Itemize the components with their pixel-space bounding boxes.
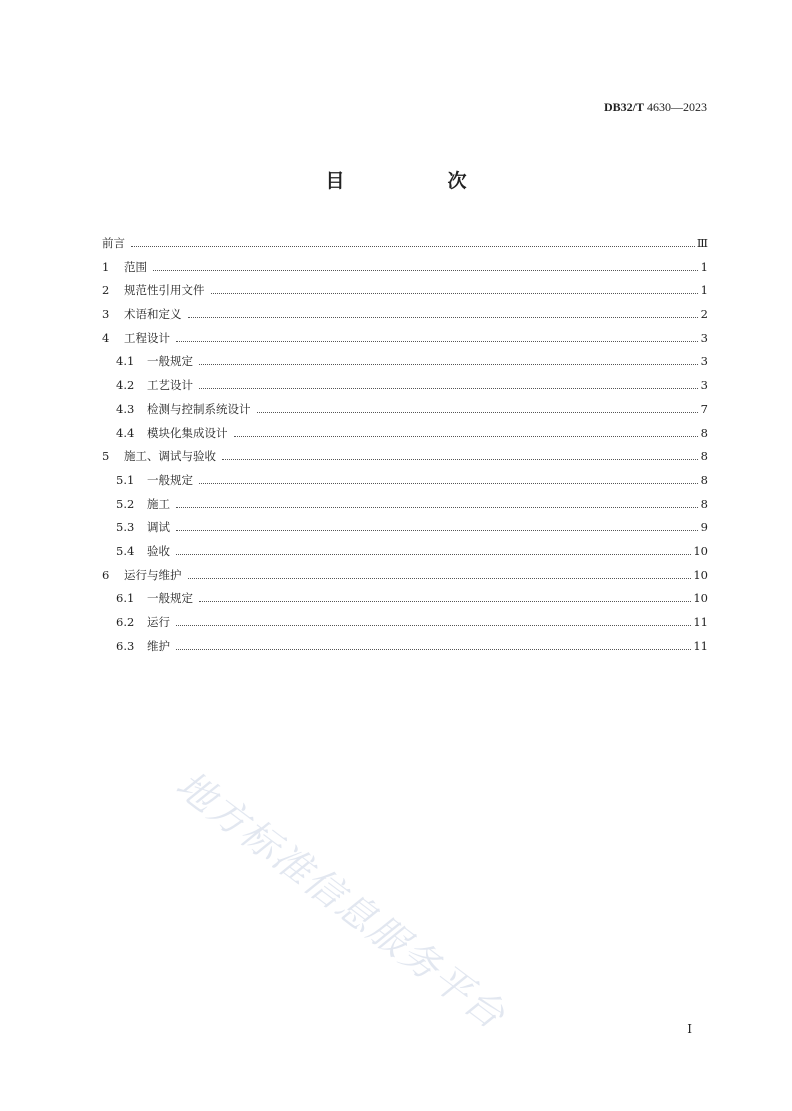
toc-entry-number: 6 [102,567,110,582]
toc-entry-title: 一般规定 [147,354,193,369]
doc-code-number: 4630—2023 [647,100,707,114]
toc-entry[interactable] [102,564,708,588]
toc-entry[interactable] [102,635,708,659]
toc-entry-page: 10 [693,543,708,558]
toc-entry-title: 施工、调试与验收 [124,449,216,464]
toc-entry-title: 模块化集成设计 [147,425,228,440]
toc-entry-number: 6.1 [116,591,135,606]
toc-leader-dots [188,578,692,579]
toc-entry-number: 5.1 [116,472,135,487]
toc-entry-page: 3 [700,354,708,369]
toc-entry-title: 验收 [147,543,170,558]
document-code [604,100,707,115]
toc-entry-number: 5.4 [116,543,135,558]
toc-entry[interactable] [102,279,708,303]
toc-entry[interactable] [102,422,708,446]
toc-entry[interactable] [102,540,708,564]
toc-leader-dots [176,649,691,650]
toc-entry-page: 8 [700,425,708,440]
toc-entry-page: 3 [700,330,708,345]
toc-leader-dots [176,554,691,555]
toc-entry-number: 4 [102,330,110,345]
page-title: 目 次 [325,170,509,192]
toc-entry[interactable] [102,445,708,469]
toc-entry-title: 一般规定 [147,591,193,606]
toc-entry-number: 5.2 [116,496,135,511]
toc-entry-page: 10 [693,567,708,582]
toc-entry[interactable] [102,232,708,256]
toc-entry-number: 2 [102,283,110,298]
toc-entry-title: 前言 [102,236,125,250]
toc-leader-dots [131,246,695,247]
toc-entry-title: 施工 [147,496,170,511]
toc-entry-title: 运行与维护 [124,567,182,582]
toc-entry-page: 1 [700,283,708,298]
toc-entry-page: 7 [700,401,708,416]
toc-entry[interactable] [102,374,708,398]
toc-leader-dots [176,530,698,531]
watermark: 地方标准信息服务平台 [168,762,515,1039]
toc-leader-dots [153,270,698,271]
toc-entry-number: 6.2 [116,615,135,629]
toc-entry-title: 术语和定义 [124,307,182,322]
toc-entry-number: 4.4 [116,425,135,440]
toc-entry-number: 4.2 [116,378,135,393]
toc-entry-page: 3 [700,378,708,393]
table-of-contents [102,232,708,658]
toc-entry-title: 运行 [147,615,170,629]
toc-entry[interactable] [102,493,708,517]
page-number: I [687,1022,692,1036]
toc-entry-title: 工程设计 [124,330,170,345]
toc-entry-page: 10 [693,591,708,606]
toc-entry-number: 1 [102,259,110,274]
toc-entry-title: 规范性引用文件 [124,283,205,298]
toc-entry-title: 调试 [147,520,170,535]
toc-leader-dots [234,436,699,437]
toc-entry-number: 5.3 [116,520,135,535]
toc-entry[interactable] [102,587,708,611]
toc-leader-dots [199,601,691,602]
toc-leader-dots [176,341,698,342]
toc-entry[interactable] [102,398,708,422]
toc-entry-title: 范围 [124,259,147,274]
toc-leader-dots [199,388,698,389]
toc-entry-page: 8 [700,449,708,464]
toc-entry-number: 3 [102,307,110,322]
toc-leader-dots [176,507,698,508]
toc-entry-page: 1 [700,259,708,274]
toc-entry-title: 维护 [147,638,170,653]
toc-leader-dots [211,293,699,294]
toc-entry-title: 检测与控制系统设计 [147,401,251,416]
toc-entry-page: 11 [693,615,708,629]
toc-entry[interactable] [102,611,708,635]
toc-entry[interactable] [102,350,708,374]
toc-entry-number: 4.3 [116,401,135,416]
toc-leader-dots [199,483,698,484]
toc-leader-dots [222,459,698,460]
toc-entry-number: 5 [102,449,110,464]
toc-entry-number: 6.3 [116,638,135,653]
toc-entry-page: 9 [700,520,708,535]
toc-entry-page: 8 [700,496,708,511]
toc-entry-page: Ⅲ [696,236,708,250]
toc-leader-dots [176,625,691,626]
toc-leader-dots [188,317,699,318]
toc-entry-title: 工艺设计 [147,378,193,393]
toc-entry-page: 11 [693,638,708,653]
toc-leader-dots [257,412,699,413]
toc-entry[interactable] [102,256,708,280]
toc-entry-page: 2 [700,307,708,322]
toc-entry[interactable] [102,327,708,351]
doc-code-prefix: DB32/T [603,100,644,114]
toc-entry[interactable] [102,303,708,327]
toc-entry-page: 8 [700,472,708,487]
toc-entry-title: 一般规定 [147,472,193,487]
toc-entry[interactable] [102,469,708,493]
toc-leader-dots [199,364,698,365]
toc-entry-number: 4.1 [116,354,135,369]
toc-entry[interactable] [102,516,708,540]
